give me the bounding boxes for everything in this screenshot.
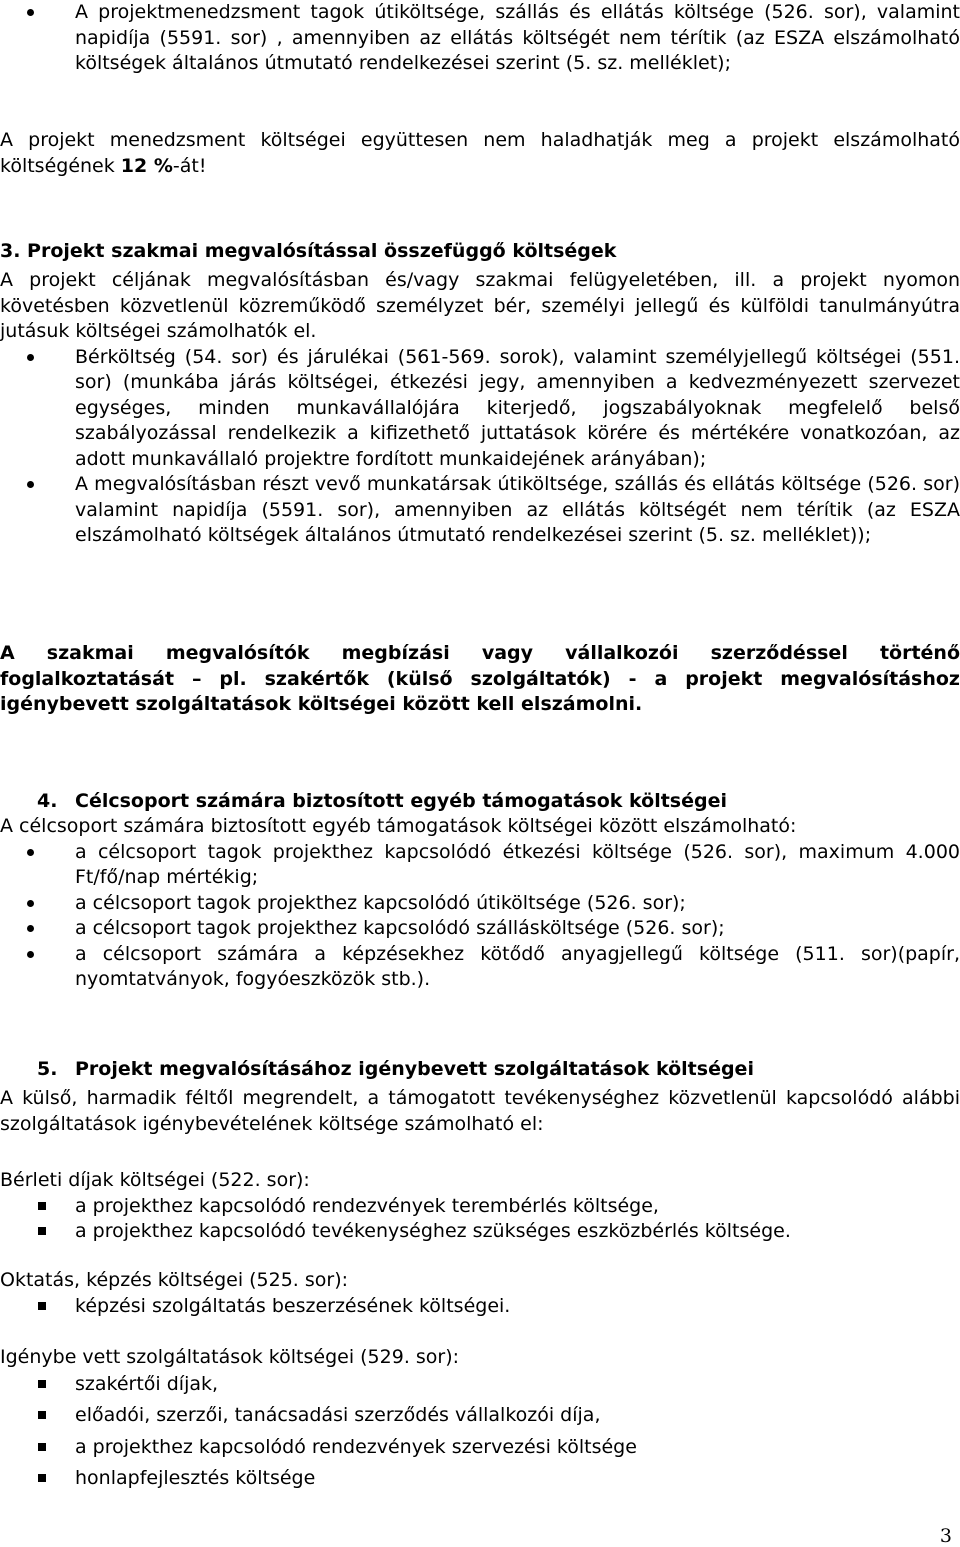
list-item-text: a projekthez kapcsolódó tevékenységhez szükséges eszközbérlés költsége. [75,1220,791,1242]
bullet-square-icon [0,1294,75,1320]
section-4 [0,788,960,993]
list-item [0,1219,960,1245]
list-item-text: a célcsoport tagok projekthez kapcsolódó étkezési költsége (526. sor), maximum 4.000 Ft/fő/nap mértékig; [75,840,960,888]
group-label: Igénybe vett szolgáltatások költségei (529. sor): [0,1346,460,1368]
bullet-square-icon [0,1372,75,1398]
bullet-square-icon [0,1466,75,1492]
section-3-heading: 3. Projekt szakmai megvalósítással összefüggő költségek [0,240,617,262]
bullet-square-icon [0,1403,75,1429]
bullet-square-icon [0,1219,75,1245]
list-item [0,0,960,77]
bullet-dot-icon [0,345,75,371]
list-item [0,942,960,993]
bullet-dot-icon [0,0,75,26]
bullet-square-icon [0,1435,75,1461]
list-item-text: a célcsoport számára a képzésekhez kötődő anyagjellegű költsége (511. sor)(papír, nyomtatványok, fogyóeszközök stb.). [75,942,960,990]
list-item-text: szakértői díjak, [75,1372,219,1395]
bullet-dot-icon [0,942,75,968]
section-3-bold-note: A szakmai megvalósítók megbízási vagy vállalkozói szerződéssel történő foglalkoztatását – pl. szakértők (külső szolgáltatók) - a projekt megvalósításhoz igénybevett szolgáltatások költségei között kell elszámolni. [0,642,960,715]
list-item-text: a célcsoport tagok projekthez kapcsolódó szállásköltsége (526. sor); [75,917,725,939]
section-4-heading: 4. Célcsoport számára biztosított egyéb támogatások költségei [37,790,727,812]
section-3 [0,238,960,549]
section-5-intro: A külső, harmadik féltől megrendelt, a támogatott tevékenységhez közvetlenül kapcsolódó alábbi szolgáltatások igénybevételének költsége számolható el: [0,1087,960,1135]
list-item-text: honlapfejlesztés költsége [75,1467,316,1489]
section-5-heading: 5. Projekt megvalósításához igénybevett szolgáltatások költségei [37,1058,754,1080]
top-bullet-list [0,0,960,77]
list-item [0,1466,960,1492]
section-4-intro: A célcsoport számára biztosított egyéb támogatások költségei között elszámolható: [0,815,797,837]
list-item-text: A megvalósításban részt vevő munkatársak útiköltsége, szállás és ellátás költsége (526. sor) valamint napidíja (5591. sor), amennyiben az ellátás költségét nem térítik (az ESZA elszámolható költségek általános útmutató rendelkezései szerint (5. sz. melléklet)); [75,473,960,546]
list-item-text: a projekthez kapcsolódó rendezvények szervezési költsége [75,1435,637,1458]
section-3-intro: A projekt céljának megvalósításban és/vagy szakmai felügyeletében, ill. a projekt nyomon követésben közvetlenül közreműködő személyzet bér, személyi jellegű és külföldi tanulmányútra jutásuk költségei számolhatók el. [0,269,960,342]
list-item-text: Bérköltség (54. sor) és járulékai (561-569. sorok), valamint személyjellegű költségei (551. sor) (munkába járás költségei, étkezési jegy, amennyiben a kedvezményezett szervezet egységes, minden munkavállalójára kiterjedő, jogszabályoknak megfelelő belső szabályozással rendelkezik a kifizethető juttatások körére és mértékére vonatkozóan, az adott munkavállaló projektre fordított munkaidejének arányában); [75,345,960,470]
list-item [0,1294,960,1320]
list-item [0,1435,960,1461]
list-item-text: a célcsoport tagok projekthez kapcsolódó útiköltsége (526. sor); [75,891,686,914]
page-number: 3 [939,1525,952,1547]
list-item [0,345,960,473]
list-item-text: a projekthez kapcsolódó rendezvények terembérlés költsége, [75,1194,659,1217]
list-item [0,891,960,917]
list-item [0,1194,960,1220]
list-item [0,840,960,891]
list-item-text: A projektmenedzsment tagok útiköltsége, szállás és ellátás költsége (526. sor), valamint napidíja (5591. sor) , amennyiben az ellátás költségét nem térítik (az ESZA elszámolható költségek általános útmutató rendelkezései szerint (5. sz. melléklet); [75,1,960,74]
rental-costs-group [0,1168,960,1245]
group-label: Oktatás, képzés költségei (525. sor): [0,1269,349,1291]
list-item [0,472,960,549]
list-item-text: képzési szolgáltatás beszerzésének költségei. [75,1294,511,1317]
list-item [0,916,960,942]
training-costs-group [0,1268,960,1319]
management-cost-limit: A projekt menedzsment költségei együttesen nem haladhatják meg a projekt elszámolható költségének 12 %-át! [0,129,960,177]
bullet-dot-icon [0,472,75,498]
group-label: Bérleti díjak költségei (522. sor): [0,1169,310,1191]
list-item [0,1372,960,1398]
list-item [0,1403,960,1429]
bullet-dot-icon [0,840,75,866]
bullet-dot-icon [0,891,75,917]
list-item-text: előadói, szerzői, tanácsadási szerződés vállalkozói díja, [75,1404,601,1426]
bullet-square-icon [0,1194,75,1220]
section-5 [0,1056,960,1137]
services-costs-group [0,1345,960,1492]
bullet-dot-icon [0,916,75,942]
